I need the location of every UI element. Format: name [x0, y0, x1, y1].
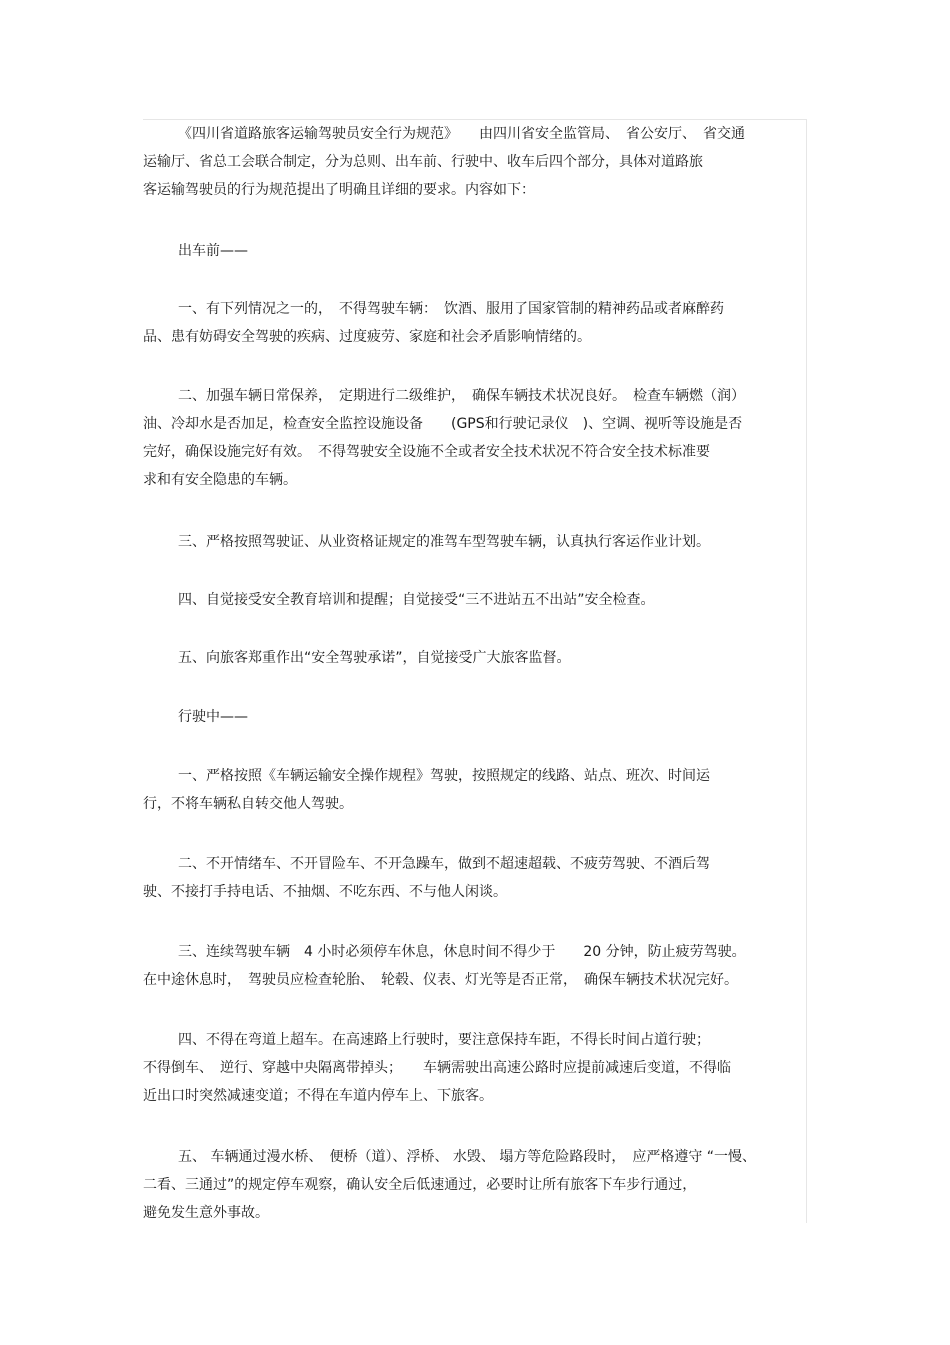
driving-item-4-line-3: 近出口时突然减速变道；不得在车道内停车上、下旅客。	[143, 1088, 493, 1104]
heading-before-departure: 出车前——	[178, 243, 248, 259]
driving-item-5-line-1: 五、 车辆通过漫水桥、 便桥（道）、浮桥、 水毁、 塌方等危险路段时， 应严格遵守 “一慢、	[178, 1149, 757, 1165]
before-item-1-line-1: 一、有下列情况之一的， 不得驾驶车辆： 饮酒、服用了国家管制的精神药品或者麻醉药	[178, 301, 724, 317]
driving-item-1-line-2: 行，不将车辆私自转交他人驾驶。	[143, 796, 353, 812]
before-item-2-line-4: 求和有安全隐患的车辆。	[143, 472, 297, 488]
driving-item-3-line-2: 在中途休息时， 驾驶员应检查轮胎、 轮毂、仪表、灯光等是否正常， 确保车辆技术状况完好。	[143, 972, 738, 988]
driving-item-4-line-1: 四、不得在弯道上超车。在高速路上行驶时，要注意保持车距，不得长时间占道行驶；	[178, 1032, 710, 1048]
driving-item-2-line-2: 驶、不接打手持电话、不抽烟、不吃东西、不与他人闲谈。	[143, 884, 507, 900]
driving-item-1-line-1: 一、严格按照《车辆运输安全操作规程》驾驶，按照规定的线路、站点、班次、时间运	[178, 768, 710, 784]
driving-item-3-line-1: 三、连续驾驶车辆 4 小时必须停车休息，休息时间不得少于 20 分钟，防止疲劳驾驶。	[178, 944, 746, 960]
driving-item-4-line-2: 不得倒车、 逆行、穿越中央隔离带掉头； 车辆需驶出高速公路时应提前减速后变道，不得临	[143, 1060, 731, 1076]
heading-while-driving: 行驶中——	[178, 709, 248, 725]
before-item-5: 五、向旅客郑重作出“安全驾驶承诺”，自觉接受广大旅客监督。	[178, 650, 571, 666]
before-item-2-line-3: 完好，确保设施完好有效。 不得驾驶安全设施不全或者安全技术状况不符合安全技术标准要	[143, 444, 710, 460]
before-item-2-line-1: 二、加强车辆日常保养， 定期进行二级维护， 确保车辆技术状况良好。 检查车辆燃（润）	[178, 388, 745, 404]
before-item-1-line-2: 品、患有妨碍安全驾驶的疾病、过度疲劳、家庭和社会矛盾影响情绪的。	[143, 329, 591, 345]
before-item-4: 四、自觉接受安全教育培训和提醒；自觉接受“三不进站五不出站”安全检查。	[178, 592, 655, 608]
intro-line-2: 运输厅、省总工会联合制定，分为总则、出车前、行驶中、收车后四个部分，具体对道路旅	[143, 154, 703, 170]
before-item-3: 三、严格按照驾驶证、从业资格证规定的准驾车型驾驶车辆，认真执行客运作业计划。	[178, 534, 710, 550]
driving-item-5-line-2: 二看、三通过”的规定停车观察，确认安全后低速通过，必要时让所有旅客下车步行通过，	[143, 1177, 697, 1193]
intro-line-1: 《四川省道路旅客运输驾驶员安全行为规范》 由四川省安全监管局、 省公安厅、 省交通	[178, 126, 745, 142]
intro-line-3: 客运输驾驶员的行为规范提出了明确且详细的要求。内容如下：	[143, 182, 535, 198]
before-item-2-line-2: 油、冷却水是否加足，检查安全监控设施设备 (GPS和行驶记录仪 )、空调、视听等设施是否	[143, 416, 743, 432]
driving-item-5-line-3: 避免发生意外事故。	[143, 1205, 269, 1221]
driving-item-2-line-1: 二、不开情绪车、不开冒险车、不开急躁车，做到不超速超载、不疲劳驾驶、不酒后驾	[178, 856, 710, 872]
